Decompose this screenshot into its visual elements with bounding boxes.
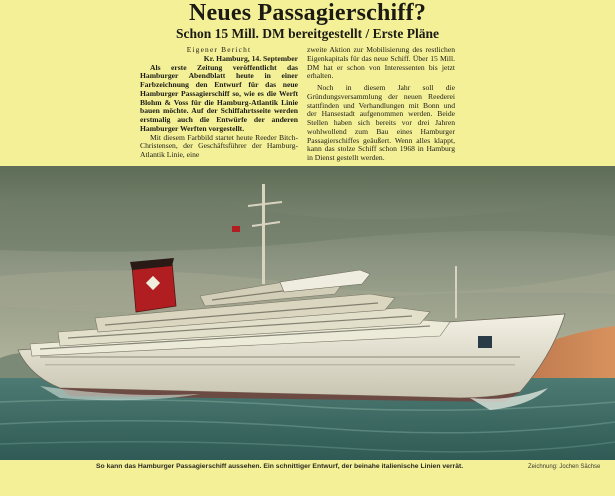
article-column-1 xyxy=(140,46,298,160)
article-paragraph: zweite Aktion zur Mobilisierung des restlichen Eigenkapitals für das neue Schiff. Über 15 Mill. DM hat er schon von Interessenten bis jetzt erhalten. xyxy=(307,45,455,81)
article-subheadline: Schon 15 Mill. DM bereitgestellt / Erste Pläne xyxy=(176,26,439,41)
article-column-2 xyxy=(307,46,455,163)
ship-illustration xyxy=(0,166,615,460)
article-headline: Neues Passagierschiff? xyxy=(188,0,427,26)
illustration-caption-bar xyxy=(0,462,615,476)
illustration-credit: Zeichnung: Jochen Sächse xyxy=(528,464,601,470)
article-lead-paragraph: Als erste Zeitung veröffentlicht das Hamburger Abendblatt heute in einer Farbzeichnung den Entwurf für das neue Hamburger Passagierschiff so, wie es die Werft Blohm & Voss für die Hamburg-Atlantik Linie bauen möchte. Auf der Schiffahrtsseite werden erstmalig auch die Entwürfe der anderen Hamburger Werften vorgestellt. xyxy=(140,62,298,133)
article-dateline: Kr. Hamburg, 14. September xyxy=(203,53,298,63)
illustration-caption: So kann das Hamburger Passagierschiff aussehen. Ein schnittiger Entwurf, der beinahe italienische Linien verrät. xyxy=(96,463,464,470)
article-paragraph: Mit diesem Farbbild startet heute Reeder Bitch-Christensen, der Geschäftsführer der Hamburg-Atlantik Linie, eine xyxy=(140,132,298,159)
article-paragraph: Noch in diesem Jahr soll die Gründungsversammlung der neuen Reederei stattfinden und Verhandlungen mit Bonn und der Hansestadt aufgenommen werden. Beide Stellen haben sich bereits vor drei Jahren wohlwollend zum Bau eines Hamburger Passagierschiffes geäußert. Wenn alles klappt, kann das stolze Schiff schon 1968 in Hamburg in Dienst gestellt werden. xyxy=(307,83,455,162)
article-byline: Eigener Bericht xyxy=(186,45,252,54)
